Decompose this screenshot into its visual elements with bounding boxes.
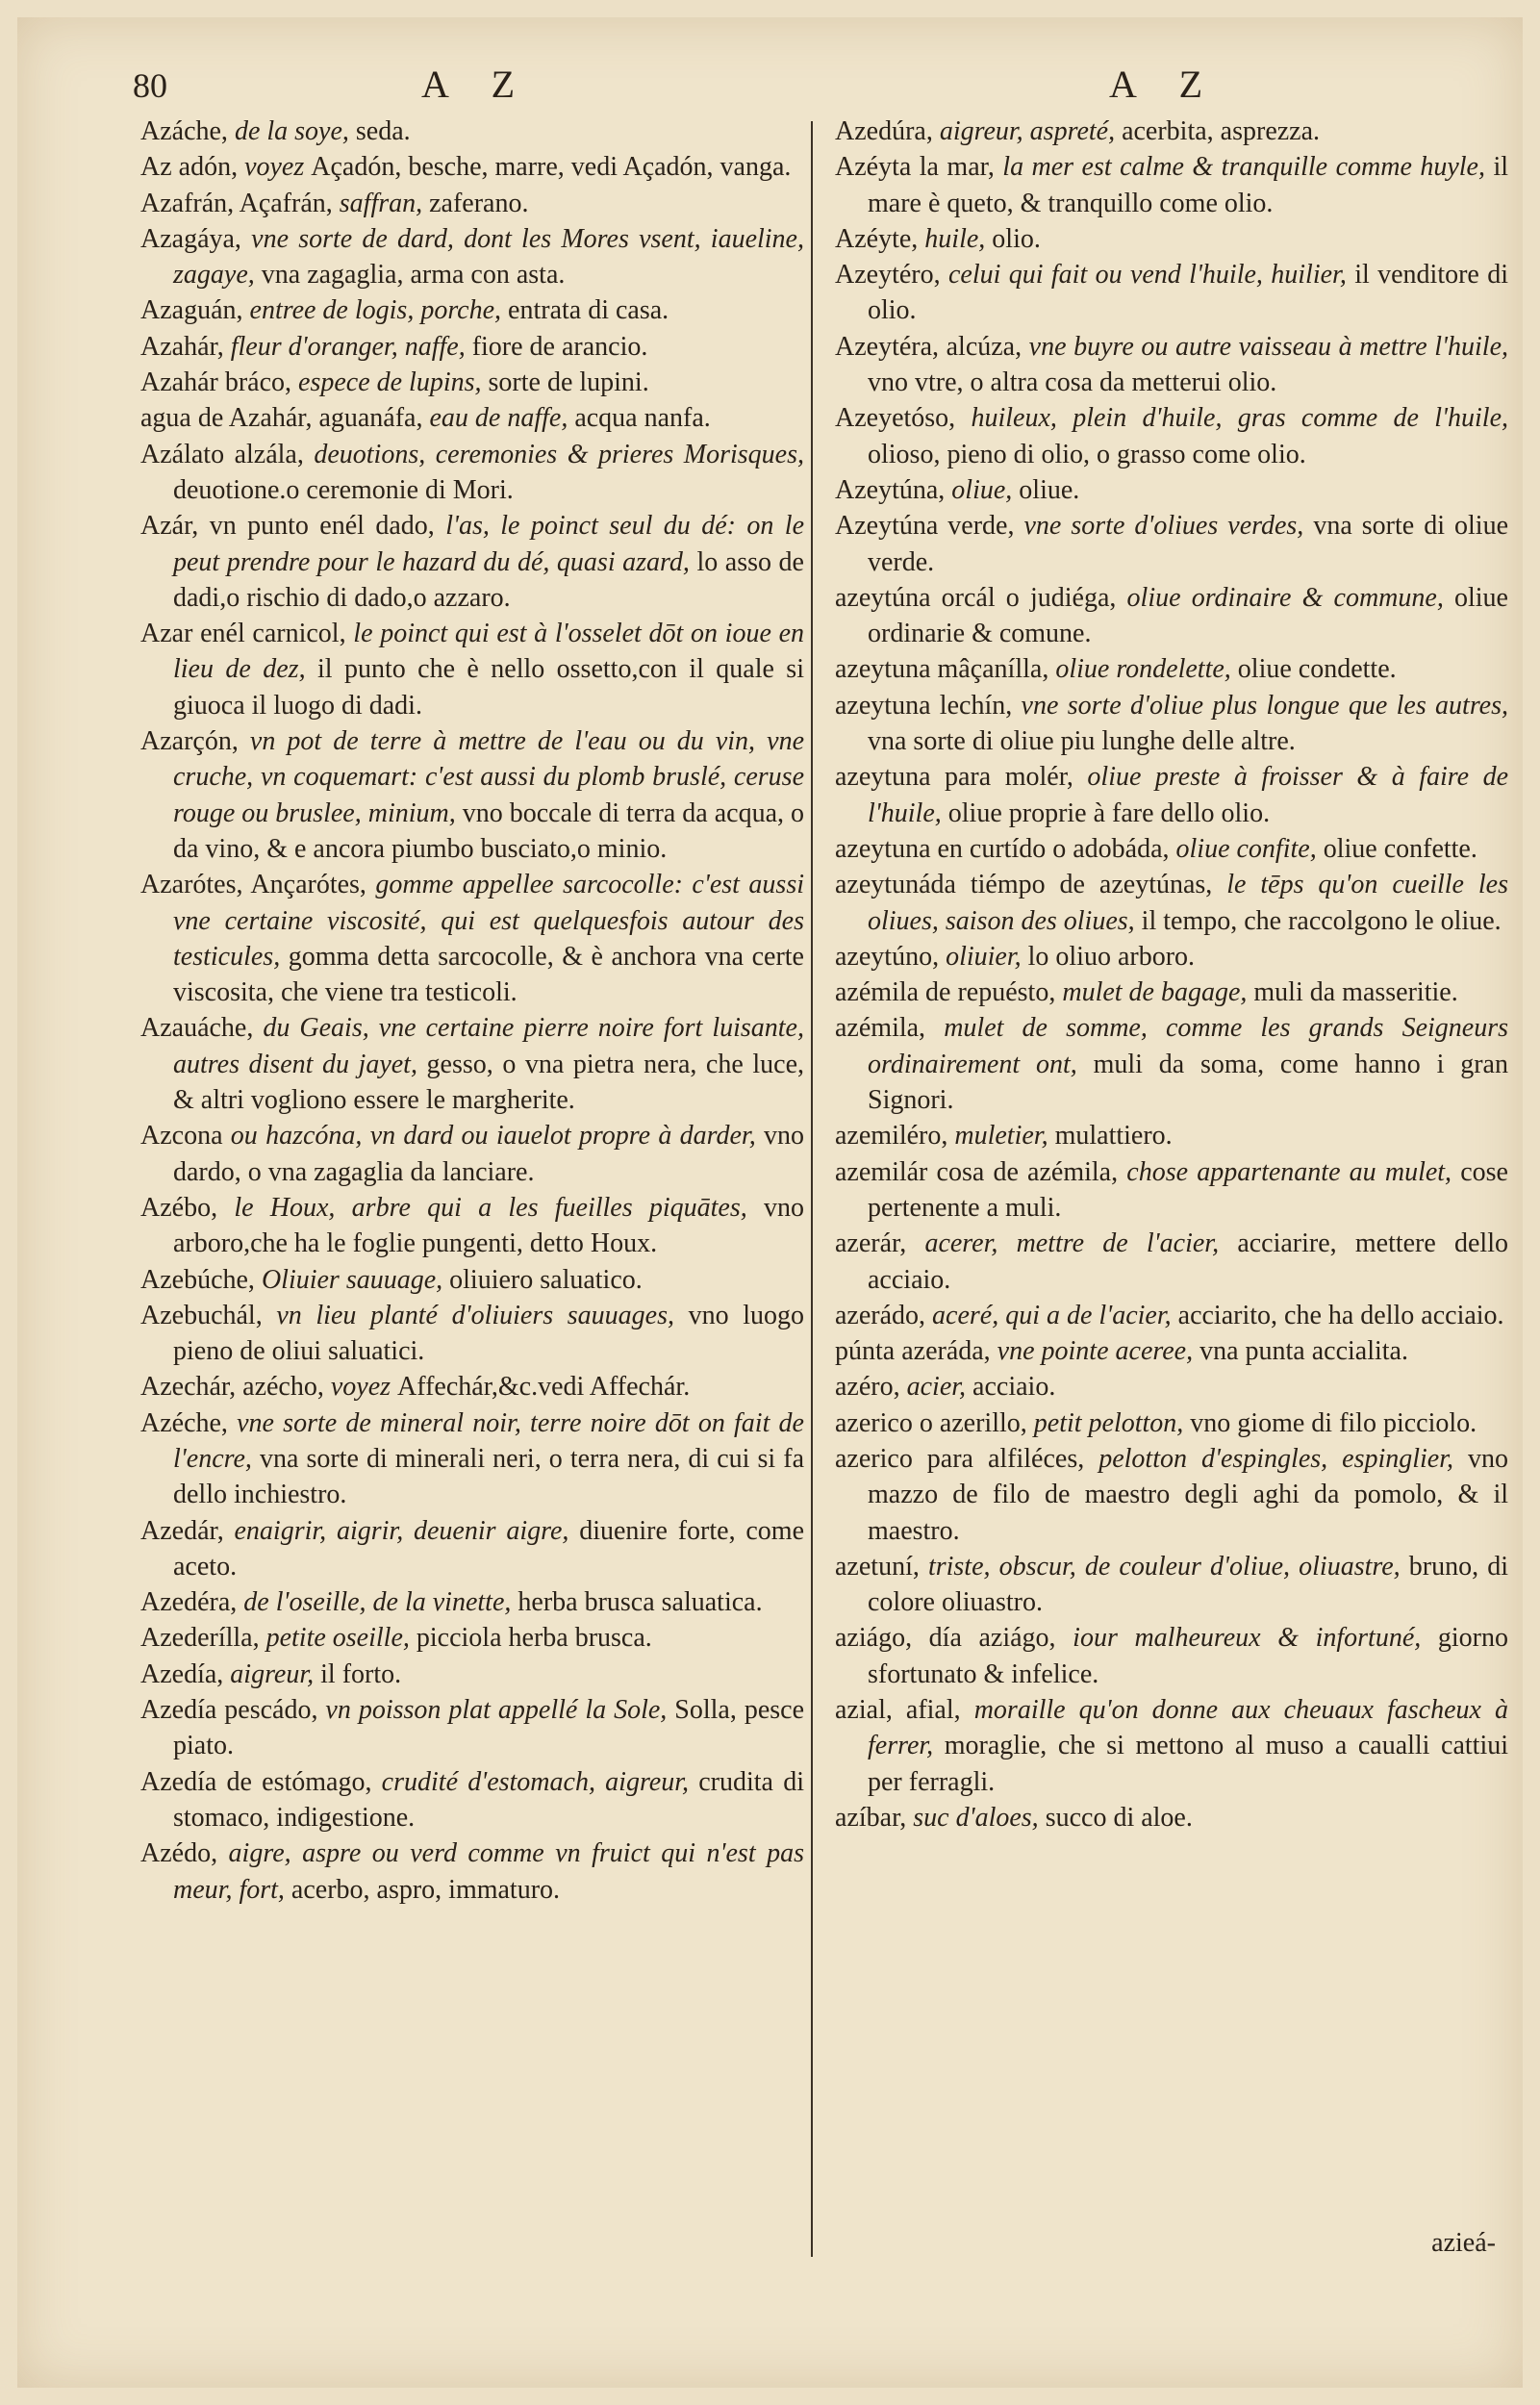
entry-french: eau de naffe, (422, 403, 575, 434)
entry-french: aigreur, (223, 1658, 321, 1689)
dictionary-entry (835, 1620, 1508, 1692)
entry-italian: zaferano. (429, 188, 529, 218)
dictionary-entry (835, 472, 1508, 508)
entry-french: entree de logis, porche, (242, 295, 509, 326)
dictionary-entry (140, 149, 804, 185)
entry-italian: vna punta accialita. (1199, 1336, 1408, 1367)
entry-italian: il venditore di olio. (868, 260, 1509, 326)
dictionary-entry (140, 1190, 804, 1262)
dictionary-entry (140, 365, 804, 400)
entry-italian: muli da soma, come hanno i gran Signori. (868, 1049, 1508, 1116)
entry-italian: giorno sfortunato & infelice. (868, 1623, 1508, 1689)
entry-italian: gomma detta sarcocolle, & è anchora vna certe viscosita, che viene tra testicoli. (173, 941, 804, 1008)
entry-french: de l'oseille, de la vinette, (237, 1587, 518, 1618)
entry-french: oliue preste à froisser & à faire de l'huile, (868, 762, 1509, 828)
dictionary-entry (140, 1010, 804, 1118)
entry-french: espece de lupins, (291, 367, 489, 398)
entry-headword: azerár, (835, 1228, 907, 1259)
entry-headword: Azauáche, (140, 1013, 254, 1044)
dictionary-entry (140, 1620, 804, 1656)
entry-headword: Azeytéra, alcúza, (835, 331, 1022, 362)
entry-italian: gesso, o vna pietra nera, che luce, & altri vogliono essere le margherite. (173, 1049, 804, 1116)
entry-headword: azemiléro, (835, 1121, 948, 1152)
dictionary-page (17, 17, 1523, 2388)
entry-french: oliue confite, (1169, 833, 1324, 864)
entry-italian: Affechár,&c.vedi Affechár. (397, 1372, 691, 1403)
dictionary-entry (835, 688, 1508, 760)
dictionary-entry (835, 221, 1508, 257)
entry-headword: azerico o azerillo, (835, 1407, 1027, 1438)
entry-french: deuotions, ceremonies & prieres Morisques, (303, 439, 804, 469)
entry-italian: herba brusca saluatica. (518, 1587, 763, 1618)
entry-french: petite oseille, (259, 1623, 417, 1654)
entry-headword: Azafrán, Açafrán, (140, 188, 333, 218)
dictionary-entry (835, 508, 1508, 580)
entry-french: du Geais, vne certaine pierre noire fort luisante, autres disent du jayet, (173, 1013, 804, 1079)
entry-headword: azeytuna en curtído o adobáda, (835, 833, 1170, 864)
entry-french: fleur d'oranger, naffe, (223, 331, 472, 362)
entry-french: le tēps qu'on cueille les oliues, saison des oliues, (868, 870, 1509, 936)
entry-french: Oliuier sauuage, (254, 1264, 450, 1295)
entry-headword: Azeytúna, (835, 474, 946, 505)
entry-headword: Azechár, azécho, (140, 1372, 324, 1403)
entry-italian: olioso, pieno di olio, o grasso come olio. (868, 439, 1306, 469)
entry-french: iour malheureux & infortuné, (1055, 1623, 1438, 1654)
dictionary-entry (140, 292, 804, 328)
entry-headword: Azeytúna verde, (835, 511, 1015, 542)
entry-french: mulet de bagage, (1055, 977, 1254, 1008)
dictionary-entry (140, 114, 804, 149)
entry-french: de la soye, (227, 116, 356, 146)
dictionary-entry (140, 1298, 804, 1370)
entry-french: acier, (899, 1372, 973, 1403)
entry-french: vne sorte de mineral noir, terre noire dōt on fait de l'encre, (173, 1407, 804, 1474)
entry-headword: azeytuna mâçanílla, (835, 654, 1049, 685)
entry-headword: Azagáya, (140, 223, 241, 254)
entry-headword: Azedéra, (140, 1587, 238, 1618)
entry-italian: vna sorte di oliue verde. (868, 511, 1508, 577)
dictionary-entry (835, 1441, 1508, 1549)
dictionary-entry (835, 1549, 1508, 1621)
dictionary-entry (140, 723, 804, 867)
entry-italian: il forto. (320, 1658, 402, 1689)
entry-french: vne sorte d'oliue plus longue que les autres, (1012, 690, 1508, 721)
entry-italian: diuenire forte, come aceto. (173, 1515, 804, 1582)
dictionary-entry (835, 329, 1508, 401)
dictionary-entry (140, 329, 804, 365)
entry-italian: il punto che è nello ossetto,con il quale si giuoca il luogo di dadi. (173, 654, 804, 721)
dictionary-entry (140, 1584, 804, 1620)
entry-headword: Azederílla, (140, 1623, 260, 1654)
entry-french: mulet de somme, comme les grands Seigneurs ordinairement ont, (868, 1013, 1508, 1079)
entry-french: saffran, (332, 188, 430, 218)
entry-french: triste, obscur, de couleur d'oliue, oliuastre, (919, 1551, 1409, 1582)
entry-french: celui qui fait ou vend l'huile, huilier, (940, 260, 1355, 291)
entry-italian: vno vtre, o altra cosa da metterui olio. (868, 367, 1277, 398)
entry-italian: vna sorte di minerali neri, o terra nera, di cui si fa dello inchiestro. (173, 1443, 804, 1510)
entry-headword: púnta azeráda, (835, 1336, 991, 1367)
entry-french: vne pointe aceree, (990, 1336, 1200, 1367)
entry-headword: Azcona (140, 1121, 223, 1152)
entry-headword: azeytuna lechín, (835, 690, 1013, 721)
dictionary-entry (140, 1513, 804, 1585)
entry-italian: oliuiero saluatico. (449, 1264, 643, 1295)
page-number: 80 (133, 66, 167, 105)
entry-italian: vno dardo, o vna zagaglia da lanciare. (173, 1121, 804, 1187)
dictionary-entry (835, 975, 1508, 1010)
dictionary-entry (140, 186, 804, 221)
entry-italian: lo asso de dadi,o rischio di dado,o azzaro. (173, 546, 804, 613)
entry-french: oliue ordinaire & commune, (1116, 582, 1454, 613)
dictionary-entry (140, 1764, 804, 1836)
entry-french: oliue rondelette, (1048, 654, 1238, 685)
dictionary-entry (140, 1369, 804, 1405)
entry-italian: sorte de lupini. (488, 367, 649, 398)
entry-headword: Azaguán, (140, 295, 243, 326)
entry-french: aceré, qui a de l'acier, (925, 1300, 1178, 1330)
entry-headword: azémila de repuésto, (835, 977, 1056, 1008)
entry-french: la mer est calme & tranquille comme huyle, (994, 152, 1494, 183)
entry-french: suc d'aloes, (906, 1802, 1046, 1833)
entry-french: voyez (238, 152, 312, 183)
entry-italian: fiore de arancio. (471, 331, 648, 362)
entry-headword: Azedúra, (835, 116, 933, 146)
entry-headword: Azedía, (140, 1658, 224, 1689)
dictionary-entry (835, 1692, 1508, 1800)
dictionary-entry (140, 867, 804, 1010)
entry-italian: vno mazzo de filo de maestro degli aghi da pomolo, & il maestro. (868, 1443, 1509, 1546)
entry-italian: oliue. (1019, 474, 1080, 505)
entry-headword: Azedía de estómago, (140, 1766, 372, 1797)
entry-italian: acciarire, mettere dello acciaio. (868, 1228, 1508, 1295)
entry-headword: azeytúna orcál o judiéga, (835, 582, 1117, 613)
entry-headword: azerico para alfiléces, (835, 1443, 1085, 1474)
entry-italian: acciarito, che ha dello acciaio. (1177, 1300, 1504, 1330)
entry-headword: Azeytéro, (835, 260, 941, 291)
entry-italian: Solla, pesce piato. (173, 1695, 804, 1761)
entry-french: muletier, (947, 1121, 1055, 1152)
entry-italian: lo oliuo arboro. (1027, 941, 1196, 972)
dictionary-entry (835, 400, 1508, 472)
entry-french: moraille qu'on donne aux cheuaux fascheux à ferrer, (868, 1695, 1508, 1761)
dictionary-entry (835, 1226, 1508, 1298)
dictionary-entry (140, 437, 804, 509)
entry-french: huileux, plein d'huile, gras comme de l'huile, (955, 403, 1508, 434)
entry-headword: Azedía pescádo, (140, 1695, 318, 1726)
entry-headword: Azarçón, (140, 726, 239, 757)
dictionary-entry (140, 508, 804, 616)
entry-italian: vna sorte di oliue piu lunghe delle altre. (868, 726, 1296, 757)
entry-italian: bruno, di colore oliuastro. (868, 1551, 1508, 1618)
entry-italian: moraglie, che si mettono al muso a caualli cattiui per ferragli. (868, 1731, 1508, 1797)
entry-headword: Azéyte, (835, 223, 919, 254)
entry-italian: crudita di stomaco, indigestione. (173, 1766, 804, 1833)
entry-headword: Azahár bráco, (140, 367, 292, 398)
dictionary-entry (835, 257, 1508, 329)
entry-headword: azeytúno, (835, 941, 940, 972)
entry-french: ou hazcóna, vn dard ou iauelot propre à darder, (222, 1121, 764, 1152)
entry-french: vne sorte d'oliues verdes, (1014, 511, 1314, 542)
dictionary-entry (835, 1298, 1508, 1333)
entry-headword: Azarótes, Ançarótes, (140, 870, 366, 900)
entry-headword: Azeyetóso, (835, 403, 956, 434)
entry-headword: Azédo, (140, 1838, 218, 1869)
entry-italian: seda. (355, 116, 411, 146)
dictionary-entry (835, 1369, 1508, 1405)
entry-italian: muli da masseritie. (1253, 977, 1458, 1008)
dictionary-entry (835, 1333, 1508, 1369)
entry-italian: picciola herba brusca. (416, 1623, 652, 1654)
entry-french: chose appartenante au mulet, (1118, 1156, 1461, 1187)
entry-french: aigreur, aspreté, (932, 116, 1123, 146)
dictionary-entry (140, 1405, 804, 1513)
entry-italian: vno arboro,che ha le foglie pungenti, detto Houx. (173, 1192, 804, 1259)
entry-italian: oliue condette. (1237, 654, 1397, 685)
entry-italian: il tempo, che raccolgono le oliue. (1141, 905, 1502, 936)
entry-french: aigre, aspre ou verd comme vn fruict qui n'est pas meur, fort, (173, 1838, 804, 1905)
entry-headword: Az adón, (140, 152, 239, 183)
dictionary-entry (835, 759, 1508, 831)
entry-italian: vno giome di filo picciolo. (1190, 1407, 1477, 1438)
entry-headword: Azébo, (140, 1192, 218, 1223)
entry-italian: succo di aloe. (1045, 1802, 1193, 1833)
entry-french: vn lieu planté d'oliuiers sauuages, (262, 1300, 689, 1330)
entry-italian: oliue confette. (1323, 833, 1477, 864)
entry-italian: olio. (992, 223, 1041, 254)
entry-french: oliue, (945, 474, 1020, 505)
entry-french: petit pelotton, (1026, 1407, 1191, 1438)
entry-italian: oliue ordinarie & comune. (868, 582, 1508, 649)
entry-italian: acciaio. (972, 1372, 1056, 1403)
dictionary-entry (835, 1405, 1508, 1441)
entry-italian: cose pertenente a muli. (868, 1156, 1508, 1223)
entry-french: le Houx, arbre qui a les fueilles piquātes, (217, 1192, 764, 1223)
entry-italian: acerbita, asprezza. (1122, 116, 1321, 146)
entry-french: vn pot de terre à mettre de l'eau ou du vin, vne cruche, vn coquemart: c'est aussi du plomb bruslé, ceruse rouge ou bruslee, minium, (173, 726, 804, 828)
entry-headword: aziágo, día aziágo, (835, 1623, 1056, 1654)
dictionary-entry (835, 651, 1508, 687)
entry-italian: il mare è queto, & tranquillo come olio. (868, 152, 1508, 218)
dictionary-entry (140, 400, 804, 436)
entry-italian: vno luogo pieno de oliui saluatici. (173, 1300, 805, 1367)
dictionary-entry (140, 1118, 804, 1190)
entry-french: l'as, le poinct seul du dé: on le peut prendre pour le hazard du dé, quasi azard, (173, 511, 805, 577)
entry-italian: acerbo, aspro, immaturo. (290, 1874, 561, 1905)
entry-italian: entrata di casa. (508, 295, 669, 326)
dictionary-entry (835, 114, 1508, 149)
entry-italian: Açadón, besche, marre, vedi Açadón, vanga. (311, 152, 792, 183)
entry-french: vne buyre ou autre vaisseau à mettre l'huile, (1022, 331, 1508, 362)
dictionary-entry (835, 867, 1508, 939)
dictionary-entry (140, 1262, 804, 1298)
entry-headword: Azebúche, (140, 1264, 255, 1295)
entry-headword: azetuní, (835, 1551, 920, 1582)
entry-italian: vna zagaglia, arma con asta. (261, 260, 566, 291)
entry-french: pelotton d'espingles, espinglier, (1084, 1443, 1469, 1474)
entry-headword: Azar enél carnicol, (140, 619, 346, 649)
dictionary-entry (835, 1010, 1508, 1118)
entry-headword: Azéche, (140, 1407, 228, 1438)
entry-french: crudité d'estomach, aigreur, (371, 1766, 699, 1797)
entry-french: vne sorte de dard, dont les Mores vsent, iaueline, zagaye, (173, 223, 804, 291)
entry-french: enaigrir, aigrir, deuenir aigre, (223, 1515, 580, 1546)
entry-french: voyez (323, 1372, 398, 1403)
entry-headword: Azéyta la mar, (835, 152, 995, 183)
entry-italian: acqua nanfa. (574, 403, 711, 434)
entry-headword: Azahár, (140, 331, 224, 362)
dictionary-entry (835, 939, 1508, 975)
entry-headword: azíbar, (835, 1802, 907, 1833)
entry-french: gomme appellee sarcocolle: c'est aussi vne certaine viscosité, qui est quelquesfois autour des testicules, (173, 870, 804, 972)
dictionary-entry (140, 1692, 804, 1764)
dictionary-entry (835, 580, 1508, 652)
entry-italian: vno boccale di terra da acqua, o da vino, & e ancora piumbo busciato,o minio. (173, 797, 805, 864)
dictionary-entry (140, 616, 804, 723)
right-column (835, 114, 1508, 1835)
entry-headword: azéro, (835, 1372, 900, 1403)
entry-italian: oliue proprie à fare dello olio. (947, 797, 1271, 828)
entry-headword: Azálato alzála, (140, 439, 304, 469)
entry-french: acerer, mettre de l'acier, (906, 1228, 1238, 1259)
entry-headword: azemilár cosa de azémila, (835, 1156, 1119, 1187)
dictionary-entry (835, 1800, 1508, 1835)
dictionary-entry (140, 1657, 804, 1692)
left-column (140, 114, 804, 1908)
column-divider (811, 121, 813, 2257)
entry-headword: agua de Azahár, aguanáfa, (140, 403, 423, 434)
entry-italian: deuotione.o ceremonie di Mori. (173, 474, 514, 505)
dictionary-entry (140, 1835, 804, 1908)
entry-french: vn poisson plat appellé la Sole, (317, 1695, 675, 1726)
dictionary-entry (835, 1154, 1508, 1227)
entry-headword: Azár, vn punto enél dado, (140, 511, 435, 542)
entry-french: le poinct qui est à l'osselet dōt on ioue en lieu de dez, (173, 619, 804, 685)
entry-headword: azerádo, (835, 1300, 926, 1330)
entry-headword: Azebuchál, (140, 1300, 263, 1330)
running-header-right: A Z (1109, 63, 1221, 106)
entry-headword: azial, afial, (835, 1695, 961, 1726)
entry-headword: azeytuna para molér, (835, 762, 1073, 793)
dictionary-entry (835, 831, 1508, 867)
dictionary-entry (140, 221, 804, 293)
running-header-left: A Z (421, 63, 533, 106)
entry-headword: azeytunáda tiémpo de azeytúnas, (835, 870, 1213, 900)
entry-french: huile, (918, 223, 993, 254)
entry-headword: azémila, (835, 1013, 926, 1044)
entry-headword: Azedár, (140, 1515, 224, 1546)
dictionary-entry (835, 1118, 1508, 1153)
entry-french: oliuier, (939, 941, 1028, 972)
catchword: azieá- (1431, 2228, 1496, 2258)
entry-italian: mulattiero. (1054, 1121, 1173, 1152)
dictionary-entry (835, 149, 1508, 221)
entry-headword: Azáche, (140, 116, 228, 146)
